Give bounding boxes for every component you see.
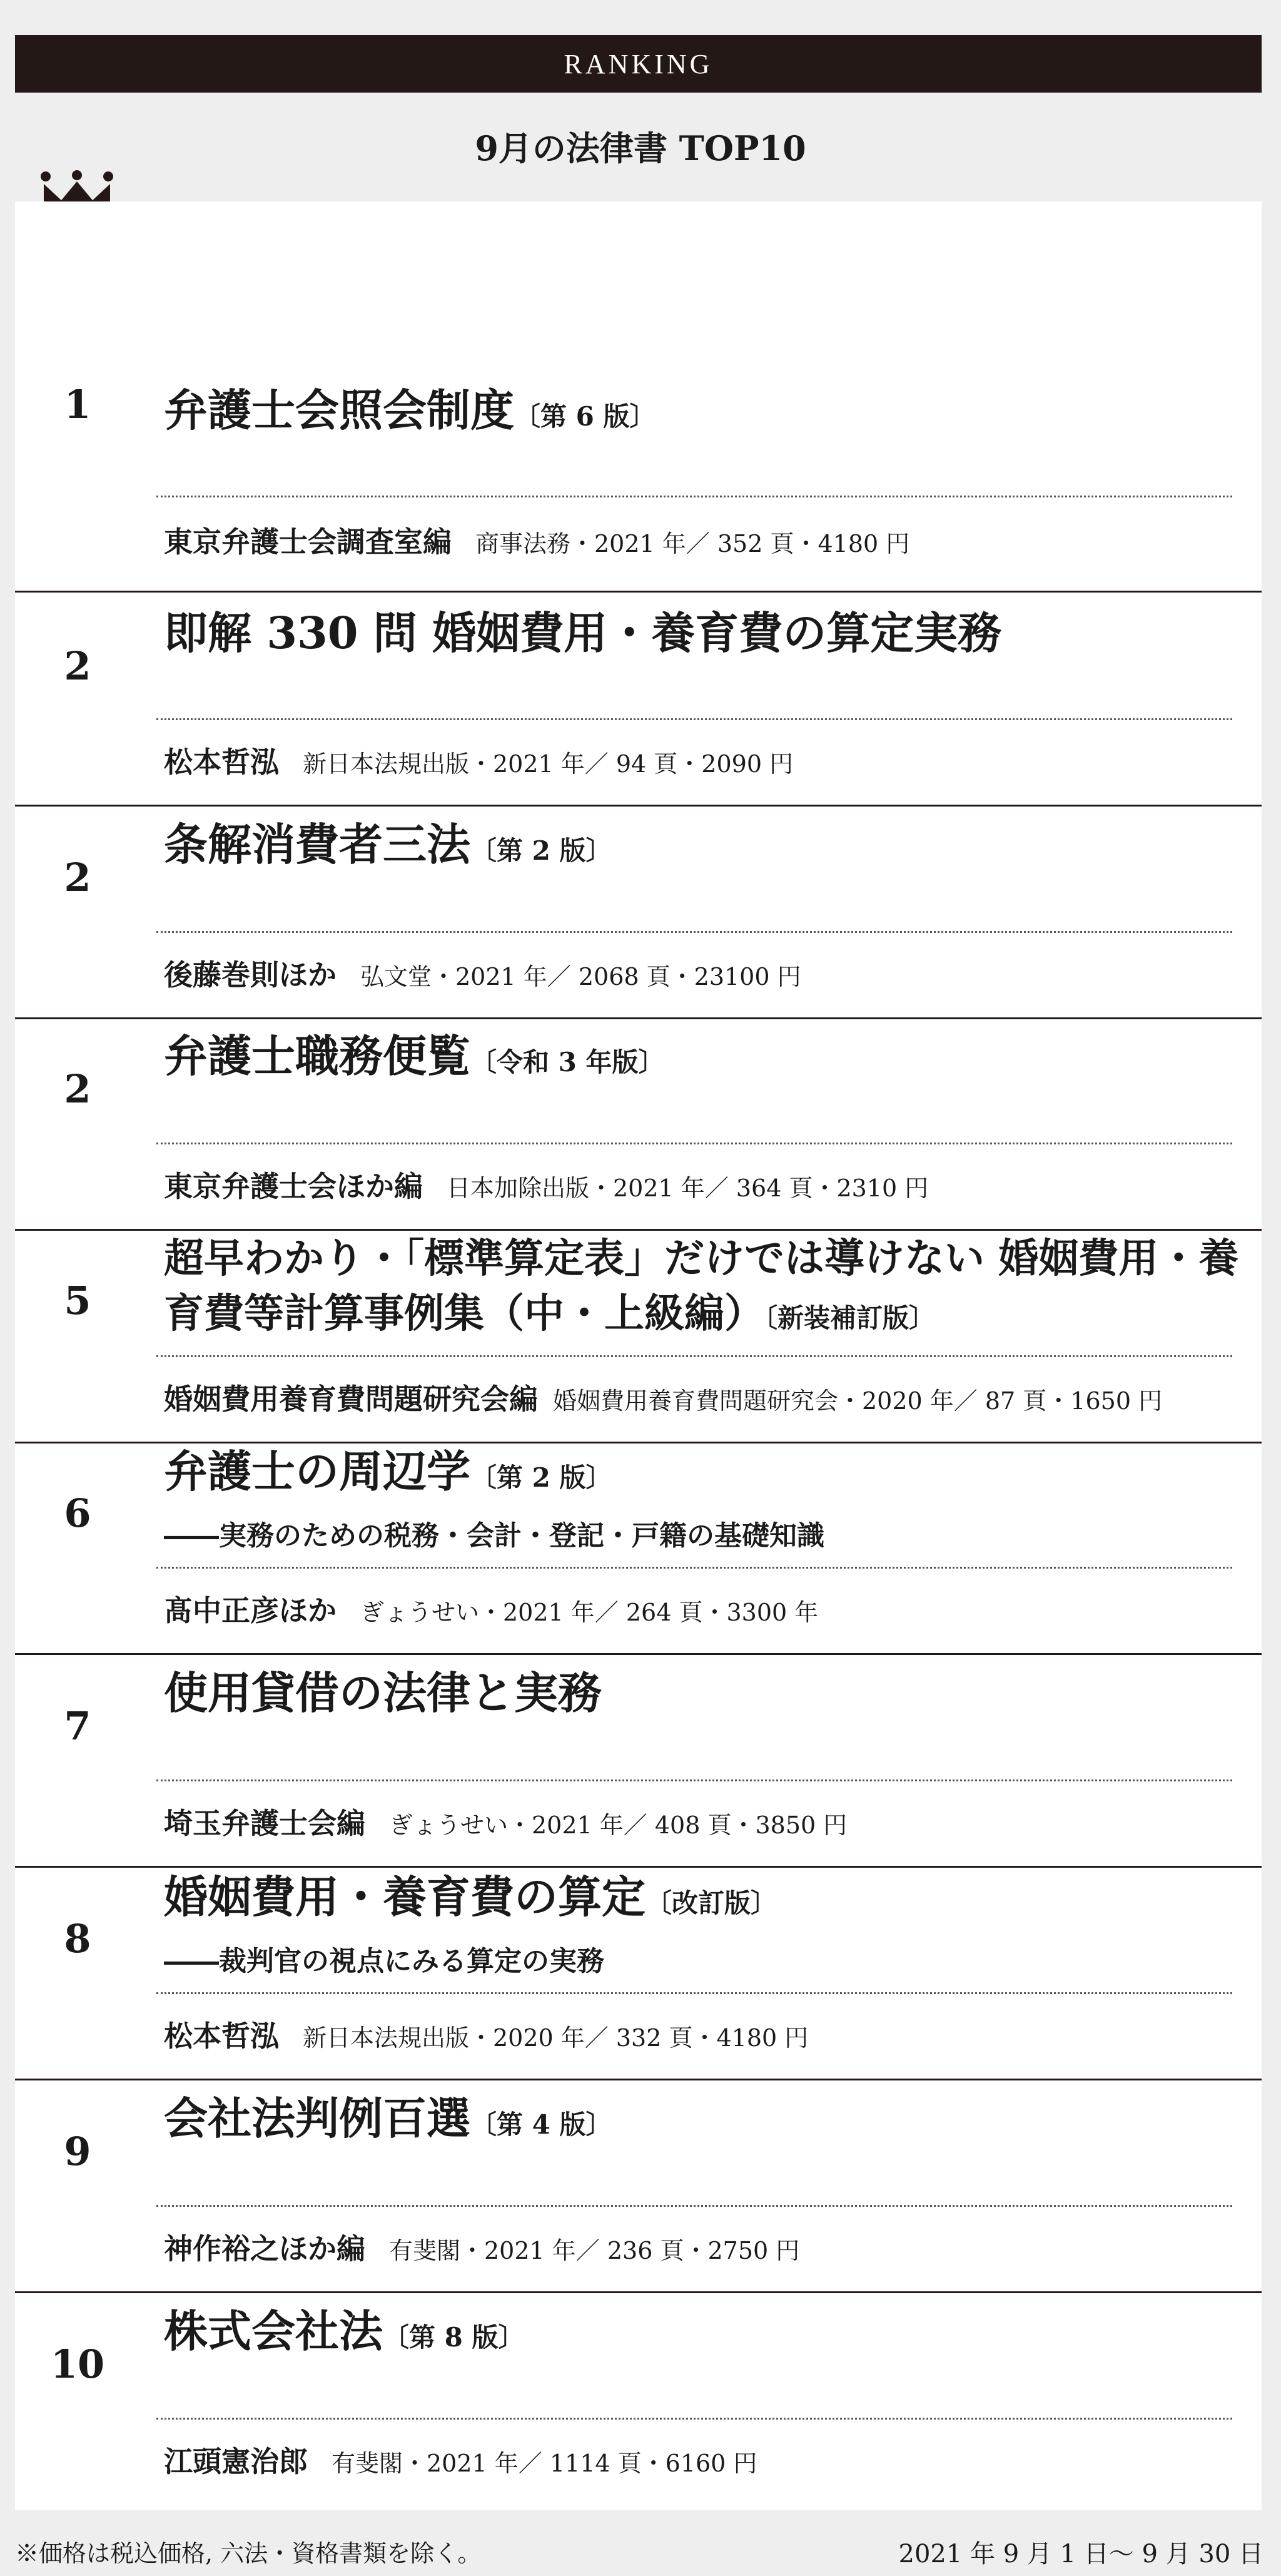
book-edition: 〔第 4 版〕 — [470, 2109, 612, 2140]
row-separator — [15, 591, 1262, 593]
rank-number: 2 — [64, 855, 91, 900]
row-separator — [15, 1653, 1262, 1655]
book-author: 婚姻費用養育費問題研究会編 — [164, 1382, 538, 1416]
book-publisher-info: 弘文堂・2021 年／ 2068 頁・23100 円 — [360, 963, 801, 990]
book-edition: 〔第 2 版〕 — [470, 835, 612, 866]
dotted-divider — [156, 496, 1232, 497]
rank-number: 2 — [64, 1066, 91, 1112]
book-title-text: 即解 330 問 婚姻費用・養育費の算定実務 — [164, 607, 1002, 659]
dotted-divider — [156, 1567, 1232, 1569]
book-meta — [164, 1164, 1240, 1205]
row-separator — [15, 1866, 1262, 1868]
book-edition: 〔新装補訂版〕 — [764, 1303, 936, 1333]
dotted-divider — [156, 2205, 1232, 2207]
ranking-item — [15, 2295, 1262, 2508]
dotted-divider — [156, 1779, 1232, 1781]
book-publisher-info: 新日本法規出版・2020 年／ 332 頁・4180 円 — [303, 2024, 809, 2052]
date-range: 2021 年 9 月 1 日～ 9 月 30 日 — [898, 2540, 1263, 2568]
row-separator — [15, 2079, 1262, 2080]
book-author: 松本哲泓 — [164, 2019, 279, 2053]
book-title-text: 弁護士会照会制度 — [164, 384, 514, 436]
ranking-item — [15, 2082, 1262, 2295]
book-edition: 〔第 2 版〕 — [470, 1462, 612, 1493]
page-title: 9月の法律書 TOP10 — [475, 128, 806, 168]
book-title — [164, 382, 1240, 445]
rank-number: 2 — [64, 643, 91, 689]
book-meta — [164, 2013, 1240, 2055]
book-meta — [164, 2439, 1240, 2480]
dotted-divider — [156, 1992, 1232, 1994]
book-title-text: 会社法判例百選 — [164, 2092, 470, 2144]
book-title — [164, 1664, 1240, 1722]
book-author: 神作裕之ほか編 — [164, 2232, 365, 2266]
book-title-text: 使用貸借の法律と実務 — [164, 1667, 602, 1719]
book-edition: 〔第 8 版〕 — [383, 2322, 525, 2353]
book-title-text: 弁護士の周辺学 — [164, 1445, 470, 1497]
book-author: 後藤巻則ほか — [164, 958, 337, 992]
book-publisher-info: 商事法務・2021 年／ 352 頁・4180 円 — [475, 530, 910, 557]
row-separator — [15, 1229, 1262, 1231]
ranking-item — [15, 1231, 1262, 1444]
ranking-list — [15, 201, 1262, 2510]
ranking-label: RANKING — [564, 48, 713, 79]
ranking-banner — [15, 35, 1262, 93]
rank-number: 9 — [64, 2129, 91, 2174]
rank-number: 8 — [64, 1916, 91, 1962]
rank-number: 7 — [64, 1703, 91, 1749]
book-title — [164, 2303, 1240, 2366]
book-title-text: 株式会社法 — [164, 2305, 383, 2357]
book-title — [164, 1868, 1240, 1932]
row-separator — [15, 2291, 1262, 2293]
ranking-item — [15, 382, 1262, 594]
book-meta — [164, 740, 1240, 781]
ranking-item — [15, 1020, 1262, 1233]
book-meta — [164, 2226, 1240, 2268]
book-title-text: 弁護士職務便覧 — [164, 1030, 470, 1082]
rank-number: 10 — [50, 2341, 105, 2387]
footnote: ※価格は税込価格, 六法・資格書類を除く。 — [15, 2540, 482, 2567]
book-publisher-info: 日本加除出版・2021 年／ 364 頁・2310 円 — [447, 1174, 929, 1202]
book-author: 埼玉弁護士会編 — [164, 1806, 365, 1840]
book-publisher-info: 有斐閣・2021 年／ 236 頁・2750 円 — [389, 2237, 800, 2264]
book-publisher-info: 新日本法規出版・2021 年／ 94 頁・2090 円 — [303, 750, 794, 778]
book-title — [164, 1027, 1240, 1091]
book-title — [164, 2090, 1240, 2154]
book-title — [164, 604, 1240, 662]
book-author: 江頭憲治郎 — [164, 2445, 308, 2478]
book-author: 松本哲泓 — [164, 745, 279, 779]
ranking-item — [15, 594, 1262, 807]
row-separator — [15, 1017, 1262, 1019]
dotted-divider — [156, 1355, 1232, 1357]
ranking-item — [15, 1444, 1262, 1657]
ranking-item — [15, 1657, 1262, 1870]
dotted-divider — [156, 1143, 1232, 1144]
book-subtitle: ――実務のための税務・会計・登記・戸籍の基礎知識 — [164, 1520, 824, 1552]
book-title — [164, 1443, 1240, 1507]
book-meta — [164, 952, 1240, 994]
book-edition: 〔第 6 版〕 — [514, 401, 656, 432]
row-separator — [15, 805, 1262, 807]
book-meta — [164, 1588, 1240, 1629]
book-title-text: 婚姻費用・養育費の算定 — [164, 1871, 646, 1923]
book-title — [164, 1231, 1240, 1346]
book-title-text: 超早わかり・「標準算定表」だけでは導けない 婚姻費用・養育費等計算事例集（中・上級編） — [164, 1235, 1239, 1337]
rank-number: 1 — [64, 382, 91, 427]
book-publisher-info: ぎょうせい・2021 年／ 264 頁・3300 年 — [360, 1599, 819, 1626]
book-publisher-info: 婚姻費用養育費問題研究会・2020 年／ 87 頁・1650 円 — [553, 1387, 1163, 1415]
rank-number: 6 — [64, 1490, 91, 1536]
book-author: 髙中正彦ほか — [164, 1594, 337, 1627]
book-title — [164, 816, 1240, 880]
book-edition: 〔令和 3 年版〕 — [470, 1047, 665, 1077]
book-publisher-info: ぎょうせい・2021 年／ 408 頁・3850 円 — [389, 1811, 848, 1839]
dotted-divider — [156, 931, 1232, 933]
ranking-item — [15, 807, 1262, 1020]
dotted-divider — [156, 2418, 1232, 2420]
rank-number: 5 — [64, 1278, 91, 1323]
book-meta — [164, 1801, 1240, 1842]
dotted-divider — [156, 718, 1232, 720]
book-meta — [164, 1377, 1240, 1418]
book-subtitle: ――裁判官の視点にみる算定の実務 — [164, 1945, 604, 1977]
book-title-text: 条解消費者三法 — [164, 818, 470, 870]
book-author: 東京弁護士会調査室編 — [164, 525, 452, 559]
book-publisher-info: 有斐閣・2021 年／ 1114 頁・6160 円 — [332, 2450, 757, 2477]
book-meta — [164, 519, 1240, 561]
ranking-item — [15, 1870, 1262, 2082]
book-author: 東京弁護士会ほか編 — [164, 1169, 423, 1203]
book-edition: 〔改訂版〕 — [646, 1888, 777, 1918]
